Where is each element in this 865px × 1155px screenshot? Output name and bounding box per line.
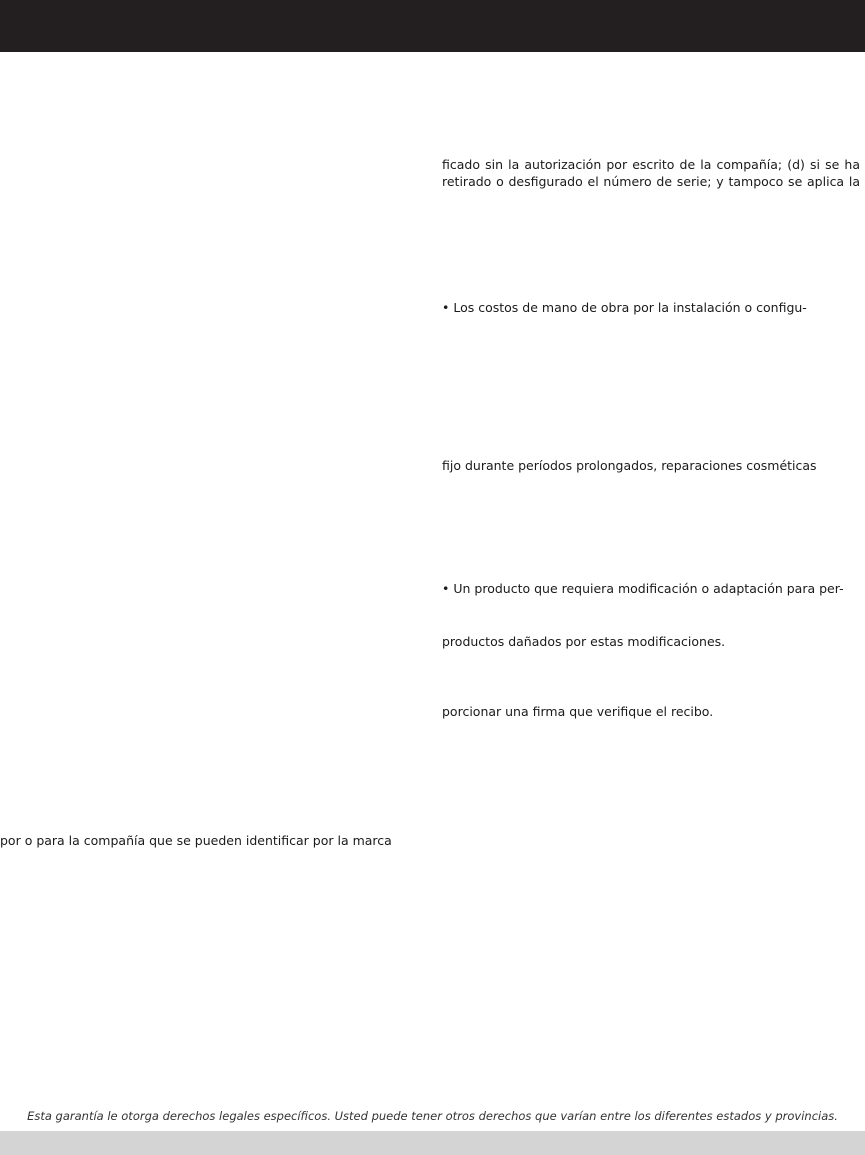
warranty-text-line: fijo durante períodos prolongados, reparaciones cosméticas: [442, 458, 817, 473]
warranty-bullet-line: • Los costos de mano de obra por la instalación o configu-: [442, 300, 807, 315]
warranty-text-line: retirado o desfigurado el número de serie; y tampoco se aplica la: [442, 174, 860, 189]
footer-legal-note: Esta garantía le otorga derechos legales específicos. Usted puede tener otros derechos que varían entre los diferentes estados y provincias.: [27, 1109, 838, 1123]
warranty-bullet-line: • Un producto que requiera modificación o adaptación para per-: [442, 581, 844, 596]
warranty-text-line: ficado sin la autorización por escrito de la compañía; (d) si se ha: [442, 157, 860, 172]
warranty-text-line: porcionar una firma que verifique el recibo.: [442, 704, 714, 719]
warranty-text-line: productos dañados por estas modificaciones.: [442, 634, 726, 649]
footer-bar: [0, 1131, 865, 1155]
header-bar: [0, 0, 865, 52]
warranty-text-line: por o para la compañía que se pueden identificar por la marca: [0, 833, 392, 848]
